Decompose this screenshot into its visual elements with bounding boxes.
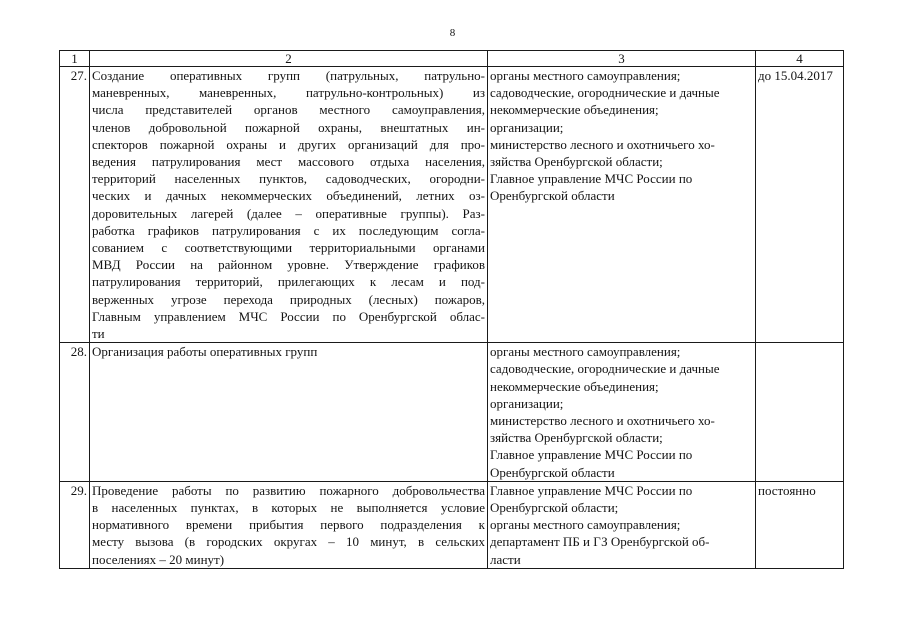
- header-col-1: 1: [60, 51, 90, 67]
- executors: [488, 481, 756, 568]
- row-number: 29.: [60, 481, 90, 568]
- header-col-2: 2: [90, 51, 488, 67]
- executor-line: органы местного самоуправления;: [490, 68, 681, 83]
- executor-line: садоводческие, огороднические и дачные: [490, 85, 720, 101]
- executor-line: ласти: [490, 551, 521, 567]
- executor-line: Главное управление МЧС России по: [490, 447, 693, 463]
- executor-line: органы местного самоуправления;: [490, 517, 681, 533]
- table-row: [60, 481, 844, 568]
- executor-line: некоммерческие объединения;: [490, 378, 659, 394]
- task-line: ческих и дачных некоммерческих объединений, летних оз-: [92, 188, 485, 204]
- executor-line: департамент ПБ и ГЗ Оренбургской об-: [490, 534, 710, 550]
- table-row: [60, 343, 844, 482]
- task-line: Проведение работы по развитию пожарного добровольчества: [92, 482, 485, 498]
- page-number: 8: [449, 27, 456, 39]
- executor-line: органы местного самоуправления;: [490, 344, 681, 360]
- executor-line: некоммерческие объединения;: [490, 102, 659, 118]
- executor-line: зяйства Оренбургской области;: [490, 154, 663, 170]
- task-line: числа представителей органов местного самоуправления,: [92, 102, 485, 118]
- row-number: 28.: [60, 343, 90, 482]
- task-line: МВД России на районном уровне. Утверждение графиков: [92, 257, 485, 273]
- executor-line: министерство лесного и охотничьего хо-: [490, 136, 715, 152]
- executor-line: организации;: [490, 119, 564, 135]
- task-line: патрулирования территорий, прилегающих к лесам и под-: [92, 274, 485, 290]
- task-line: Создание оперативных групп (патрульных, патрульно-: [92, 68, 485, 83]
- table-row: [60, 67, 844, 343]
- header-col-3: 3: [488, 51, 756, 67]
- task-line: доровительных лагерей (далее – оперативные группы). Раз-: [92, 205, 485, 221]
- executor-line: Главное управление МЧС России по: [490, 482, 693, 498]
- executor-line: Оренбургской области: [490, 464, 615, 480]
- executor-line: министерство лесного и охотничьего хо-: [490, 413, 715, 429]
- deadline: постоянно: [756, 481, 844, 568]
- task-line: спекторов пожарной охраны и других организаций для про-: [92, 136, 485, 152]
- task-line: маневренных, маневренных, патрульно-контрольных) из: [92, 85, 485, 101]
- task-line: членов добровольной пожарной охраны, внештатных ин-: [92, 119, 485, 135]
- task-line: верженных угрозе перехода природных (лесных) пожаров,: [92, 291, 485, 307]
- task-line: Главным управлением МЧС России по Оренбургской облас-: [92, 308, 485, 324]
- executor-line: зяйства Оренбургской области;: [490, 430, 663, 446]
- executor-line: организации;: [490, 395, 564, 411]
- task-line: ведения патрулирования мест массового отдыха населения,: [92, 154, 485, 170]
- task-line: месту вызова (в городских округах – 10 минут, в сельских: [92, 534, 485, 550]
- header-row: [60, 51, 844, 67]
- header-col-4: 4: [756, 51, 844, 67]
- task-line: ти: [92, 326, 105, 342]
- executor-line: Главное управление МЧС России по: [490, 171, 693, 187]
- task-line: сованием с соответствующими территориальными органами: [92, 240, 485, 256]
- task-line: работка графиков патрулирования с их последующим согла-: [92, 222, 485, 238]
- deadline: до 15.04.2017: [756, 67, 844, 343]
- task-line: территорий населенных пунктов, садоводческих, огородни-: [92, 171, 485, 187]
- measures-table: [59, 50, 844, 569]
- row-number: 27.: [60, 67, 90, 343]
- executor-line: Оренбургской области: [490, 188, 615, 204]
- executor-line: садоводческие, огороднические и дачные: [490, 361, 720, 377]
- task-line: поселениях – 20 минут): [92, 551, 225, 567]
- table-header: [60, 51, 844, 67]
- deadline: [756, 343, 844, 482]
- task-line: нормативного времени прибытия первого подразделения к: [92, 517, 485, 533]
- task-line: Организация работы оперативных групп: [92, 344, 318, 360]
- executors: [488, 343, 756, 482]
- task-description: [90, 67, 488, 343]
- task-description: [90, 343, 488, 482]
- table-body: [60, 67, 844, 569]
- executors: [488, 67, 756, 343]
- executor-line: Оренбургской области;: [490, 500, 619, 516]
- task-description: [90, 481, 488, 568]
- task-line: в населенных пунктах, в которых не выполняется условие: [92, 500, 485, 516]
